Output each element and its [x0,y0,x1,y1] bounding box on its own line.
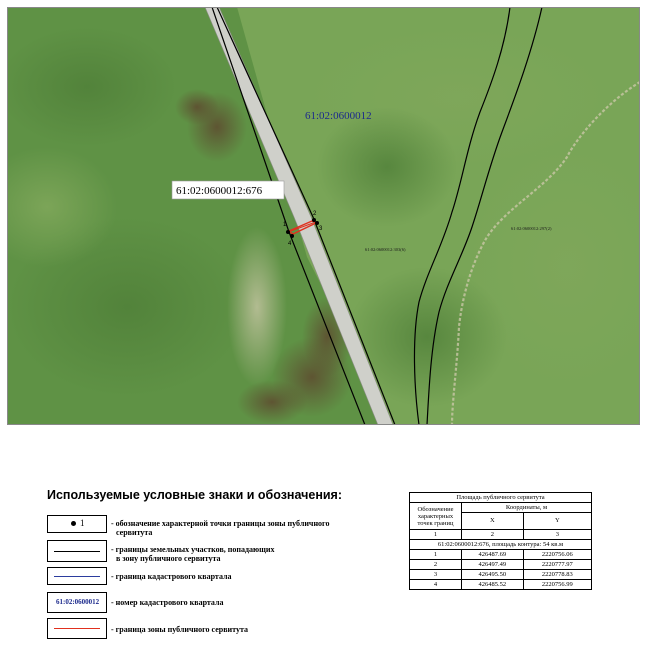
legend-title: Используемые условные знаки и обозначения: [47,488,343,502]
x-cell: 426485.52 [462,580,524,590]
parcel-label-right: 61:02:0600012:297(2) [511,226,552,231]
satellite-map[interactable] [7,7,640,425]
point-label: 1 [283,222,287,228]
y-cell: 2220756.99 [523,580,591,590]
table-title-row [410,493,592,503]
point-marker[interactable] [290,234,294,238]
legend-symbol-blue-line [47,567,107,585]
table-row [410,550,592,560]
legend-text-quarter-boundary: - граница кадастрового квартала [111,572,232,581]
black-line-icon [54,551,100,552]
x-cell: 426495.50 [462,570,524,580]
column-number: 1 [410,530,462,540]
header-y: Y [523,513,591,530]
point-cell: 3 [410,570,462,580]
legend-symbol-black-line [47,540,107,562]
y-cell: 2220778.83 [523,570,591,580]
coordinates-table [409,492,592,590]
area-caption: 61:02:0600012:676, площадь контура: 54 кв.м [410,540,592,550]
column-number: 3 [523,530,591,540]
point-cell: 2 [410,560,462,570]
point-cell: 4 [410,580,462,590]
legend-symbol-red-line [47,618,107,639]
blue-line-icon [54,576,100,577]
table-area-row [410,540,592,550]
quarter-number-label: 61:02:0600012 [305,110,372,122]
parcel-label-left: 61:02:0600012:303(6) [365,247,406,252]
point-dot-icon [71,521,76,526]
point-label: 2 [313,211,317,217]
quarter-number-sample: 61:02:0600012 [56,598,100,606]
table-header-row [410,503,592,513]
legend-text-servitude-boundary: - граница зоны публичного сервитута [111,625,248,634]
servitude-label: 61:02:0600012:676 [176,185,263,197]
point-marker[interactable] [286,230,290,234]
point-marker[interactable] [315,221,319,225]
header-designation: Обозначение характерных точек границ [410,503,462,530]
y-cell: 2220777.97 [523,560,591,570]
table-row [410,560,592,570]
x-cell: 426487.69 [462,550,524,560]
column-number: 2 [462,530,524,540]
y-cell: 2220756.06 [523,550,591,560]
red-line-icon [54,628,100,629]
header-x: X [462,513,524,530]
point-number: 1 [80,518,85,528]
legend-text-land-boundary: - границы земельных участков, попадающих в зону публичного сервитута [111,545,275,563]
legend-text-point: - обозначение характерной точки границы зоны публичного сервитута [111,519,330,537]
legend-symbol-point [47,515,107,533]
table-number-row [410,530,592,540]
table-row [410,580,592,590]
legend-symbol-quarter-number [47,592,107,613]
legend-text-quarter-number: - номер кадастрового квартала [111,598,224,607]
table-title: Площадь публичного сервитута [410,493,592,503]
header-coordinates: Координаты, м [462,503,592,513]
table-row [410,570,592,580]
point-cell: 1 [410,550,462,560]
point-label: 3 [319,226,323,232]
x-cell: 426497.49 [462,560,524,570]
point-label: 4 [288,241,292,247]
point-marker[interactable] [312,218,316,222]
